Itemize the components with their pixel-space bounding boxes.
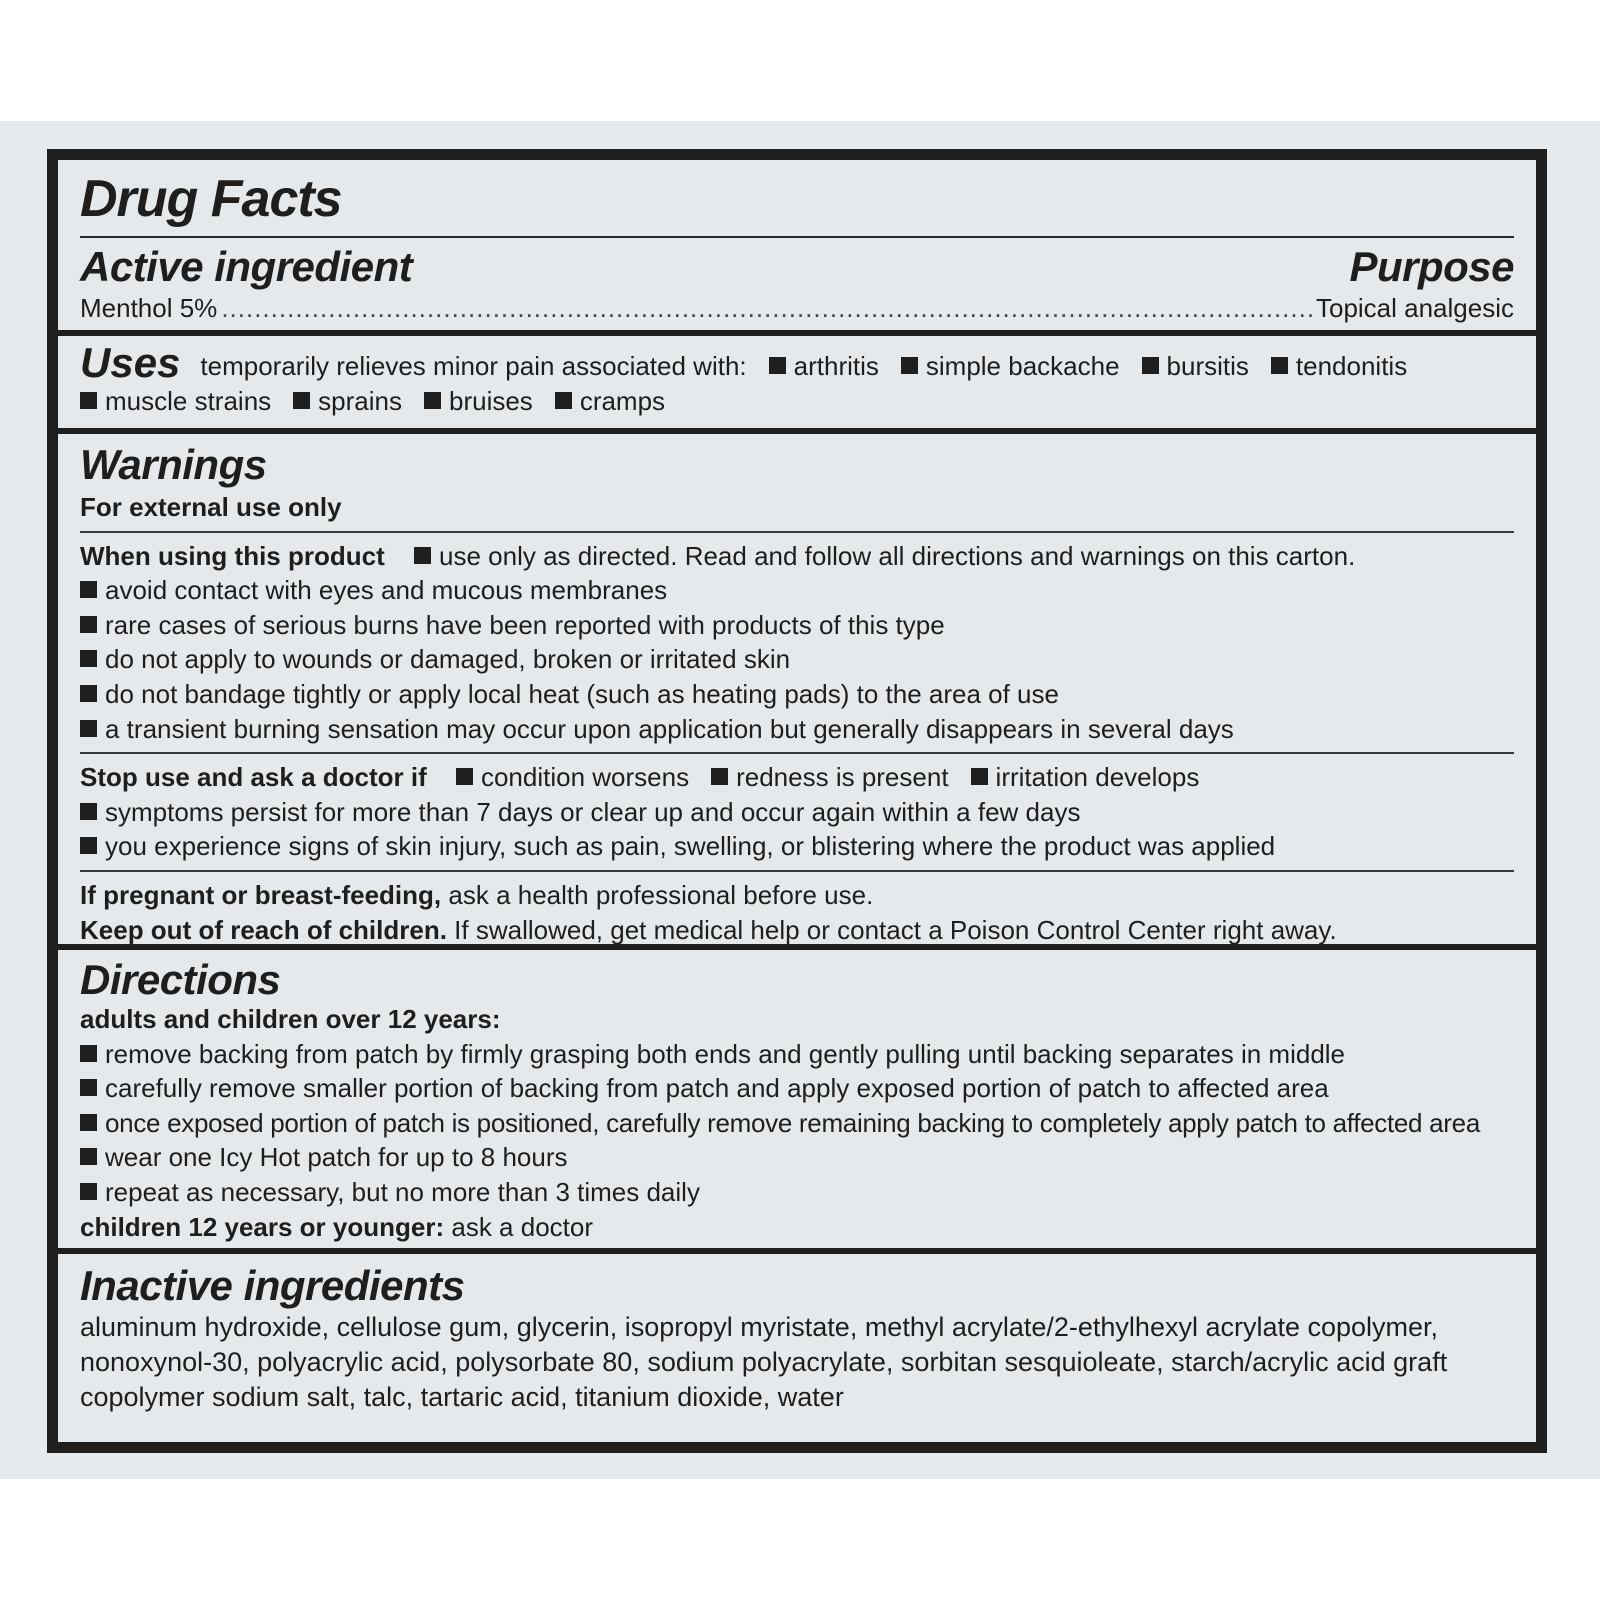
- when-using-line: [80, 539, 1514, 574]
- children-label: Keep out of reach of children.: [80, 914, 447, 944]
- warnings-divider-1: [80, 531, 1514, 533]
- bullet-square-icon: [80, 581, 97, 598]
- list-item: cramps: [555, 386, 665, 416]
- ingredient-name: Menthol 5%: [80, 293, 218, 323]
- list-item: bursitis: [1142, 351, 1249, 381]
- inactive-line: copolymer sodium salt, talc, tartaric acid, titanium dioxide, water: [80, 1382, 844, 1412]
- bullet-square-icon: [1271, 357, 1288, 374]
- warnings-divider-3: [80, 870, 1514, 872]
- bullet-square-icon: [711, 768, 728, 785]
- inactive-ingredients-section: [58, 1254, 1536, 1442]
- bullet-square-icon: [80, 720, 97, 737]
- bullet-square-icon: [80, 837, 97, 854]
- list-item: simple backache: [901, 351, 1120, 381]
- stop-use-label: Stop use and ask a doctor if: [80, 762, 427, 793]
- adults-label: adults and children over 12 years:: [80, 1004, 501, 1034]
- list-item: wear one Icy Hot patch for up to 8 hours: [80, 1140, 1514, 1175]
- bullet-square-icon: [80, 1114, 97, 1131]
- when-using-label: When using this product: [80, 540, 385, 571]
- list-item: you experience signs of skin injury, such as pain, swelling, or blistering where the product was applied: [80, 829, 1514, 864]
- list-item: carefully remove smaller portion of backing from patch and apply exposed portion of patch to affected area: [80, 1071, 1514, 1106]
- list-item: muscle strains: [80, 386, 271, 416]
- uses-intro: temporarily relieves minor pain associated with:: [200, 351, 747, 381]
- list-item: avoid contact with eyes and mucous membranes: [80, 573, 1514, 608]
- purpose-heading: Purpose: [1349, 243, 1514, 290]
- active-heading-row: [80, 242, 1514, 292]
- list-item: condition worsens: [456, 762, 689, 792]
- list-item: do not bandage tightly or apply local heat (such as heating pads) to the area of use: [80, 677, 1514, 712]
- active-ingredient-section: [58, 160, 1536, 330]
- children-directions-line: [80, 1210, 1514, 1245]
- bullet-square-icon: [80, 616, 97, 633]
- list-item: symptoms persist for more than 7 days or clear up and occur again within a few days: [80, 795, 1514, 830]
- warnings-section: [58, 434, 1536, 944]
- bullet-square-icon: [80, 392, 97, 409]
- list-item: rare cases of serious burns have been reported with products of this type: [80, 608, 1514, 643]
- children-line: [80, 913, 1514, 944]
- uses-section: [58, 336, 1536, 428]
- directions-heading: Directions: [80, 956, 281, 1003]
- page-title: Drug Facts: [80, 170, 342, 228]
- list-item: a transient burning sensation may occur upon application but generally disappears in several days: [80, 712, 1514, 747]
- list-item: remove backing from patch by firmly grasping both ends and gently pulling until backing separates in middle: [80, 1037, 1514, 1072]
- active-ingredient-heading: Active ingredient: [80, 243, 413, 290]
- list-item: repeat as necessary, but no more than 3 times daily: [80, 1175, 1514, 1210]
- list-item: do not apply to wounds or damaged, broken or irritated skin: [80, 642, 1514, 677]
- children-directions-label: children 12 years or younger:: [80, 1211, 445, 1242]
- bullet-square-icon: [901, 357, 918, 374]
- list-item: once exposed portion of patch is positioned, carefully remove remaining backing to completely apply patch to affected area: [80, 1106, 1514, 1141]
- bullet-square-icon: [80, 1079, 97, 1096]
- list-item: bruises: [424, 386, 533, 416]
- ingredient-purpose: Topical analgesic: [1315, 293, 1514, 323]
- bullet-square-icon: [414, 547, 431, 564]
- bullet-square-icon: [1142, 357, 1159, 374]
- inactive-line: nonoxynol-30, polyacrylic acid, polysorbate 80, sodium polyacrylate, sorbitan sesquioleate, starch/acrylic acid graft: [80, 1347, 1448, 1377]
- list-item: irritation develops: [971, 762, 1200, 792]
- bullet-square-icon: [80, 685, 97, 702]
- uses-line-1: [80, 339, 1514, 386]
- bullet-square-icon: [971, 768, 988, 785]
- drug-facts-panel: [47, 149, 1547, 1453]
- list-item: use only as directed. Read and follow all directions and warnings on this carton.: [414, 541, 1355, 571]
- bullet-square-icon: [80, 803, 97, 820]
- bullet-square-icon: [80, 1148, 97, 1165]
- title-divider: [80, 236, 1514, 238]
- bullet-square-icon: [80, 1183, 97, 1200]
- pregnant-text: ask a health professional before use.: [448, 879, 874, 910]
- uses-heading: Uses: [80, 339, 181, 386]
- directions-section: [58, 950, 1536, 1248]
- bullet-square-icon: [769, 357, 786, 374]
- pregnant-label: If pregnant or breast-feeding,: [80, 879, 442, 910]
- bullet-square-icon: [293, 392, 310, 409]
- inactive-line: aluminum hydroxide, cellulose gum, glycerin, isopropyl myristate, methyl acrylate/2-ethylhexyl acrylate copolymer,: [80, 1312, 1439, 1342]
- active-ingredient-row: [80, 292, 1514, 324]
- children-directions-text: ask a doctor: [451, 1211, 594, 1242]
- pregnant-line: [80, 878, 1514, 913]
- bullet-square-icon: [555, 392, 572, 409]
- children-text: If swallowed, get medical help or contact a Poison Control Center right away.: [454, 914, 1337, 944]
- bullet-square-icon: [424, 392, 441, 409]
- warnings-divider-2: [80, 752, 1514, 754]
- warnings-heading: Warnings: [80, 441, 267, 488]
- dot-leader: [221, 292, 1312, 324]
- uses-line-2: [80, 384, 1514, 419]
- stop-use-line: [80, 760, 1514, 795]
- list-item: arthritis: [769, 351, 879, 381]
- external-use-note: For external use only: [80, 492, 342, 522]
- bullet-square-icon: [80, 1045, 97, 1062]
- bullet-square-icon: [456, 768, 473, 785]
- inactive-heading: Inactive ingredients: [80, 1262, 465, 1309]
- list-item: sprains: [293, 386, 402, 416]
- list-item: redness is present: [711, 762, 948, 792]
- list-item: tendonitis: [1271, 351, 1407, 381]
- bullet-square-icon: [80, 650, 97, 667]
